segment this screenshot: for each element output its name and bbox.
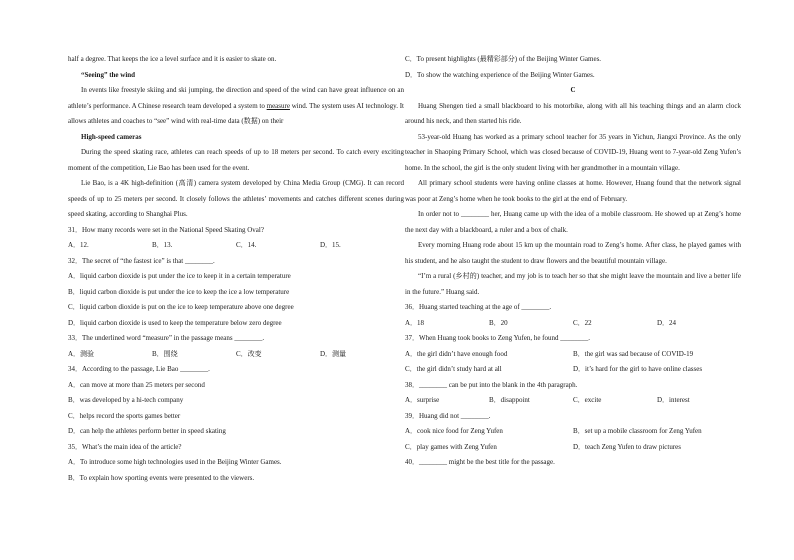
left-column <box>68 52 404 486</box>
q37-options <box>405 347 741 363</box>
option: A．liquid carbon dioxide is put under the ice to keep it in a certain temperature <box>68 272 291 280</box>
option: B．the girl was sad because of COVID-19 <box>573 349 694 358</box>
question-35: 35．What’s the main idea of the article? <box>68 442 182 451</box>
q39-options <box>405 424 741 440</box>
option: D．it’s hard for the girl to have online classes <box>573 365 703 373</box>
option: A．the girl didn’t have enough food <box>405 349 508 358</box>
question-34: 34．According to the passage, Lie Bao ________. <box>68 365 210 373</box>
question-33: 33．The underlined word “measure” in the passage means ________. <box>68 334 265 342</box>
paragraph: Lie Bao, is a 4K high-definition (高清) camera system developed by China Media Group (CMG). It can record speeds of up to 25 meters per second. It closely follows the athletes’ movements and catches different scenes during speed skating, according to Shanghai Plus. <box>68 179 404 218</box>
option: D．can help the athletes perform better in speed skating <box>68 427 226 435</box>
option: A．18 <box>405 318 425 327</box>
option: D．To show the watching experience of the Beijing Winter Games. <box>405 70 595 79</box>
paragraph: 53-year-old Huang has worked as a primary school teacher for 35 years in Yichun, Jiangxi Province. As the only teacher in Shaoping Primary School, which was closed because of COVID-19, Huang went to 7-year-old Zeng Yufen’s home. In the school, the girl is the only student living with her grandmother in a mountain village. <box>405 132 741 172</box>
question-32: 32．The secret of “the fastest ice” is that ________. <box>68 256 215 265</box>
option: A．cook nice food for Zeng Yufen <box>405 427 503 435</box>
q33-options <box>68 347 404 363</box>
option: A．To introduce some high technologies used in the Beijing Winter Games. <box>68 458 282 466</box>
question-38: 38．________ can be put into the blank in the 4th paragraph. <box>405 380 578 389</box>
option: A．测验 <box>68 349 95 358</box>
paragraph: All primary school students were having online classes at home. However, Huang found that the network signal was poor at Zeng’s home when he took books to the girl at the end of February. <box>405 179 741 203</box>
paragraph: “I’m a rural (乡村的) teacher, and my job is to teach her so that she might leave the mountain and live a better life in the future.” Huang said. <box>405 272 741 296</box>
question-31: 31．How many records were set in the National Speed Skating Oval? <box>68 225 264 234</box>
question-40: 40．________ might be the best title for the passage. <box>405 458 555 466</box>
q31-options <box>68 238 404 254</box>
option: C．改变 <box>236 349 262 358</box>
option: B．To explain how sporting events were presented to the viewers. <box>68 473 255 482</box>
right-column <box>405 52 741 471</box>
option: C．liquid carbon dioxide is put on the ice to keep temperature above one degree <box>68 303 294 311</box>
option: A．surprise <box>405 396 440 404</box>
paragraph: Huang Shengen tied a small blackboard to his motorbike, along with all his teaching things and an alarm clock around his neck, and then started his ride. <box>405 101 741 125</box>
option: D．liquid carbon dioxide is used to keep the temperature below zero degree <box>68 318 282 327</box>
option: B．20 <box>489 318 508 327</box>
q36-options <box>405 316 741 332</box>
paragraph: Every morning Huang rode about 15 km up the mountain road to Zeng’s home. After class, he played games with his student, and he also taught the student to draw flowers and the beautiful mountain village. <box>405 241 741 265</box>
q39-options-2 <box>405 440 741 456</box>
section-heading-cameras: High-speed cameras <box>81 132 142 141</box>
option: C．22 <box>573 318 592 327</box>
option: B．was developed by a hi-tech company <box>68 396 184 404</box>
paragraph <box>68 83 404 130</box>
question-39: 39．Huang did not ________. <box>405 411 491 420</box>
option: D．interest <box>657 396 690 404</box>
option: C．helps record the sports games better <box>68 411 181 420</box>
option: B．liquid carbon dioxide is put under the ice to keep the ice a low temperature <box>68 287 290 296</box>
paragraph: In order not to ________ her, Huang came up with the idea of a mobile classroom. He showed up at Zeng’s home the next day with a blackboard, a ruler and a box of chalk. <box>405 210 741 234</box>
q37-options-2 <box>405 362 741 378</box>
paragraph: half a degree. That keeps the ice a level surface and it is easier to skate on. <box>68 55 277 63</box>
option: D．teach Zeng Yufen to draw pictures <box>573 442 682 451</box>
option: C．excite <box>573 396 602 404</box>
option: B．围绕 <box>152 349 178 358</box>
question-36: 36．Huang started teaching at the age of ________. <box>405 303 552 311</box>
section-letter: C <box>570 86 576 94</box>
text: wind. The system uses AI technology. It allows athletes and coaches to “see” wind with real-time data (数据) on their <box>68 101 404 125</box>
option: C．14. <box>236 241 257 249</box>
underlined-word: measure <box>266 101 290 110</box>
option: B．disappoint <box>489 396 530 404</box>
option: D．15. <box>320 241 341 249</box>
text: In events like freestyle skiing and ski jumping, the direction and speed of the wind can have great influence on an athlete’s performance. A Chinese research team developed a system to <box>68 86 404 110</box>
option: B．13. <box>152 241 173 249</box>
option: B．set up a mobile classroom for Zeng Yufen <box>573 427 702 435</box>
q38-options <box>405 393 741 409</box>
option: D．测量 <box>320 349 347 358</box>
paragraph: During the speed skating race, athletes can reach speeds of up to 18 meters per second. To catch every exciting moment of the competition, Lie Bao has been used for the event. <box>68 148 404 172</box>
option: D．24 <box>657 318 677 327</box>
option: C．To present highlights (最精彩部分) of the Beijing Winter Games. <box>405 55 602 63</box>
option: C．the girl didn’t study hard at all <box>405 365 502 373</box>
question-37: 37．When Huang took books to Zeng Yufen, he found ________. <box>405 334 591 342</box>
option: C．play games with Zeng Yufen <box>405 442 497 451</box>
option: A．12. <box>68 241 89 249</box>
option: A．can move at more than 25 meters per second <box>68 380 205 389</box>
section-heading-wind: “Seeing” the wind <box>81 70 136 79</box>
